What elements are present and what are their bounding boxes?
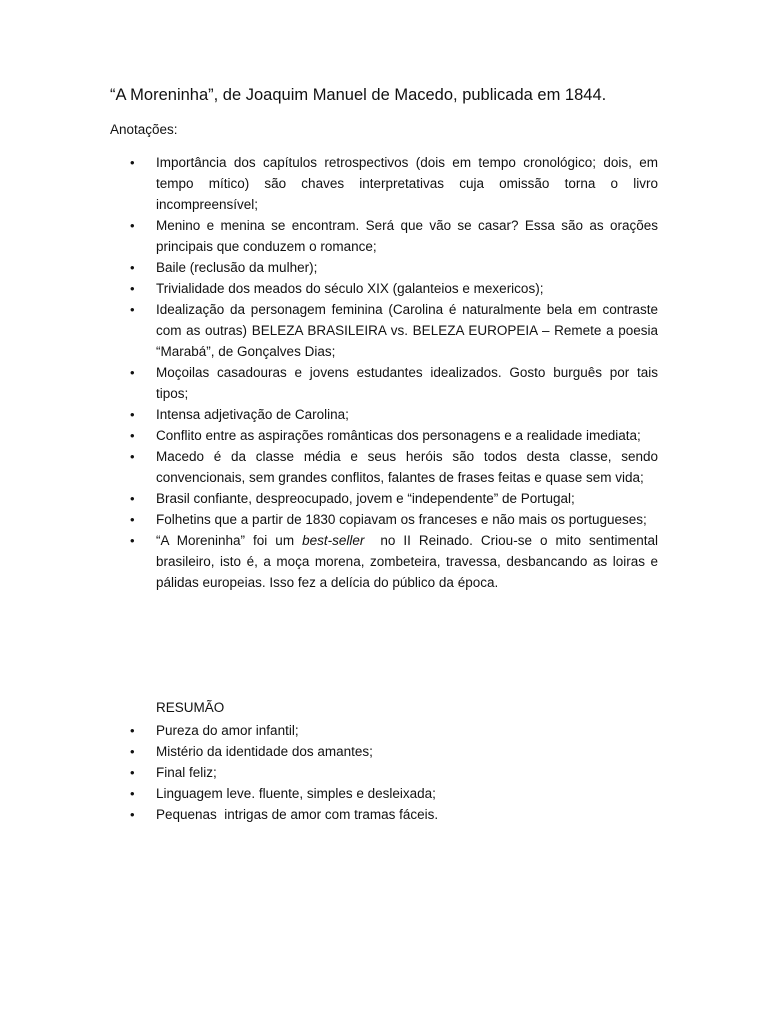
- list-item: [110, 215, 658, 257]
- notes-list: [110, 152, 662, 593]
- bullet-icon: •: [130, 786, 135, 801]
- summary-list: [110, 720, 658, 825]
- bullet-icon: •: [130, 765, 135, 780]
- note-text: Menino e menina se encontram. Será que vão se casar? Essa são as orações principais que conduzem o romance;: [156, 218, 658, 254]
- bullet-icon: •: [130, 428, 135, 443]
- summary-text: Pureza do amor infantil;: [156, 723, 299, 738]
- note-text-after: no II Reinado. Criou-se o mito sentimental brasileiro, isto é, a moça morena, zombeteira, travessa, desbancando as loiras e pálidas europeias. Isso fez a delícia do público da época.: [156, 533, 662, 590]
- summary-text: Linguagem leve. fluente, simples e desleixada;: [156, 786, 436, 801]
- list-item: [110, 488, 658, 509]
- italic-term: best-seller: [302, 533, 365, 548]
- list-item: [110, 783, 658, 804]
- note-text-before: “A Moreninha” foi um: [156, 533, 303, 548]
- bullet-icon: •: [130, 365, 135, 380]
- bullet-icon: •: [130, 491, 135, 506]
- bullet-icon: •: [130, 807, 135, 822]
- bullet-icon: •: [130, 723, 135, 738]
- summary-text: Final feliz;: [156, 765, 217, 780]
- note-text: Idealização da personagem feminina (Carolina é naturalmente bela em contraste com as outras) BELEZA BRASILEIRA vs. BELEZA EUROPEIA – Remete a poesia “Marabá”, de Gonçalves Dias;: [156, 302, 658, 359]
- list-item: [110, 425, 658, 446]
- bullet-icon: •: [130, 449, 135, 464]
- bullet-icon: •: [130, 302, 135, 317]
- note-text: Brasil confiante, despreocupado, jovem e “independente” de Portugal;: [156, 491, 575, 506]
- note-text: Conflito entre as aspirações românticas dos personagens e a realidade imediata;: [156, 428, 641, 443]
- bullet-icon: •: [130, 281, 135, 296]
- bullet-icon: •: [130, 155, 135, 170]
- note-text: Baile (reclusão da mulher);: [156, 260, 318, 275]
- list-item: [110, 257, 658, 278]
- list-item: [110, 741, 658, 762]
- list-item: [110, 362, 658, 404]
- bullet-icon: •: [130, 533, 135, 548]
- list-item: [110, 509, 658, 530]
- summary-text: Mistério da identidade dos amantes;: [156, 744, 373, 759]
- list-item: [110, 278, 658, 299]
- list-item: [110, 530, 662, 593]
- note-text: Macedo é da classe média e seus heróis são todos desta classe, sendo convencionais, sem grandes conflitos, falantes de frases feitas e quase sem vida;: [156, 449, 658, 485]
- list-item: [110, 446, 658, 488]
- list-item: [110, 804, 658, 825]
- list-item: [110, 152, 658, 215]
- document-title: “A Moreninha”, de Joaquim Manuel de Macedo, publicada em 1844.: [110, 86, 607, 104]
- bullet-icon: •: [130, 260, 135, 275]
- note-text: Intensa adjetivação de Carolina;: [156, 407, 349, 422]
- list-item: [110, 404, 658, 425]
- summary-heading: RESUMÃO: [156, 700, 225, 715]
- note-text: Moçoilas casadouras e jovens estudantes idealizados. Gosto burguês por tais tipos;: [156, 365, 658, 401]
- note-text: Importância dos capítulos retrospectivos (dois em tempo cronológico; dois, em tempo mítico) são chaves interpretativas cuja omissão torna o livro incompreensível;: [156, 155, 658, 212]
- notes-heading: Anotações:: [110, 122, 178, 137]
- bullet-icon: •: [130, 744, 135, 759]
- bullet-icon: •: [130, 218, 135, 233]
- summary-text: Pequenas intrigas de amor com tramas fáceis.: [156, 807, 439, 822]
- note-text: Folhetins que a partir de 1830 copiavam os franceses e não mais os portugueses;: [156, 512, 647, 527]
- list-item: [110, 720, 658, 741]
- note-text: Trivialidade dos meados do século XIX (galanteios e mexericos);: [156, 281, 544, 296]
- bullet-icon: •: [130, 407, 135, 422]
- list-item: [110, 299, 658, 362]
- list-item: [110, 762, 658, 783]
- bullet-icon: •: [130, 512, 135, 527]
